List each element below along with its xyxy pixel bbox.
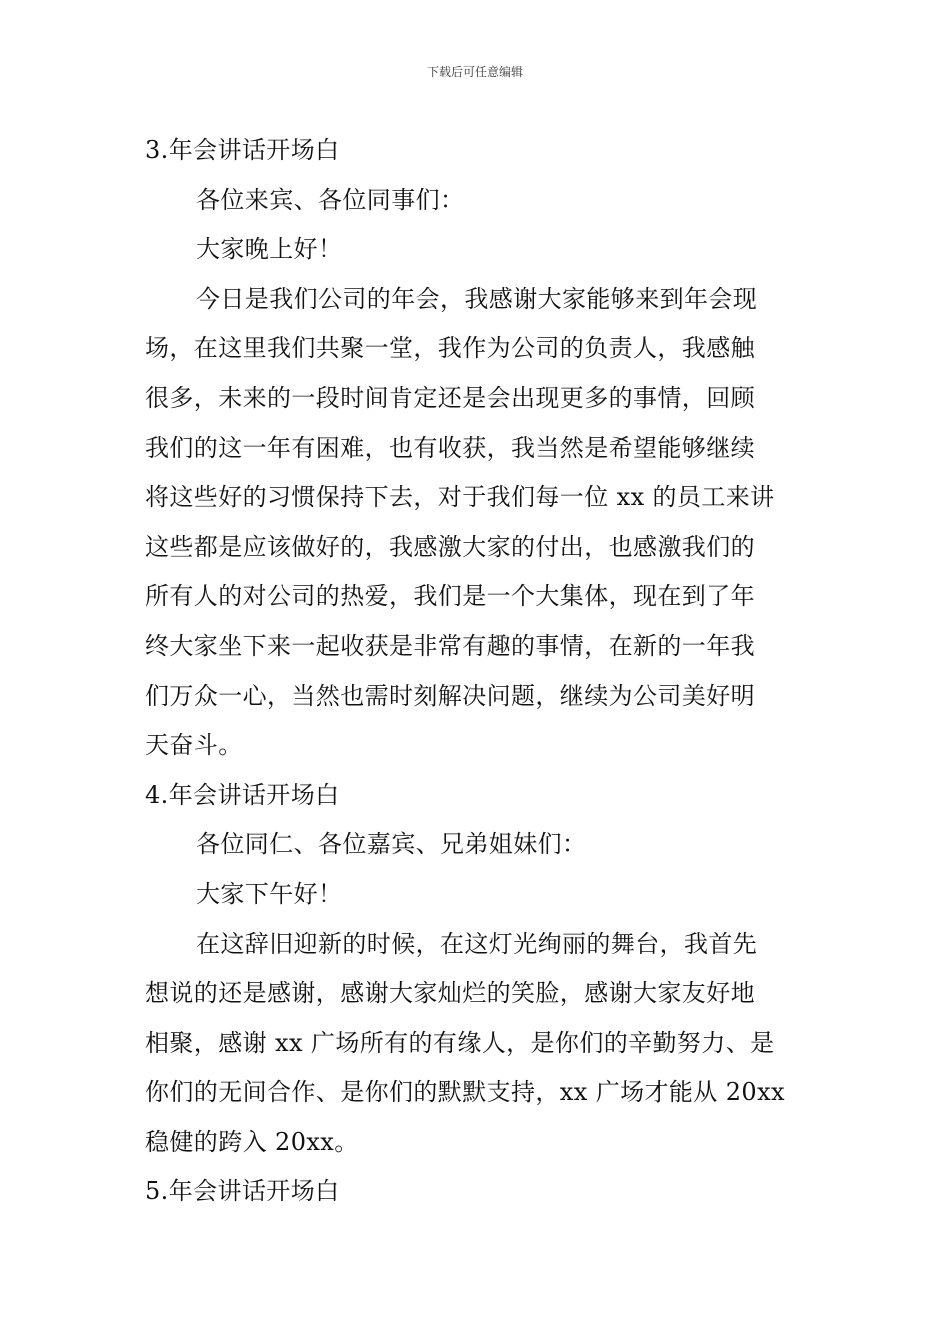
paragraph-line: 终大家坐下来一起收获是非常有趣的事情，在新的一年我 bbox=[145, 631, 755, 660]
section-heading-3: 3.年会讲话开场白 bbox=[145, 136, 340, 164]
paragraph-line: 稳健的跨入 20xx。 bbox=[145, 1127, 359, 1156]
paragraph-line: 将这些好的习惯保持下去，对于我们每一位 xx 的员工来讲 bbox=[145, 483, 775, 512]
salutation-line: 各位同仁、各位嘉宾、兄弟姐妹们： bbox=[196, 830, 587, 859]
paragraph-line: 相聚，感谢 xx 广场所有的有缘人，是你们的辛勤努力、是 bbox=[145, 1028, 775, 1057]
greeting-line: 大家晚上好！ bbox=[196, 235, 343, 264]
paragraph-line: 所有人的对公司的热爱，我们是一个大集体，现在到了年 bbox=[145, 582, 755, 611]
page-header-note: 下载后可任意编辑 bbox=[426, 65, 523, 79]
paragraph-line: 场，在这里我们共聚一堂，我作为公司的负责人，我感触 bbox=[145, 334, 755, 363]
paragraph-line: 这些都是应该做好的，我感激大家的付出，也感激我们的 bbox=[145, 532, 755, 561]
paragraph-line: 我们的这一年有困难，也有收获，我当然是希望能够继续 bbox=[145, 433, 755, 462]
paragraph-line: 很多，未来的一段时间肯定还是会出现更多的事情，回顾 bbox=[145, 383, 755, 412]
paragraph-line: 天奋斗。 bbox=[145, 731, 243, 760]
paragraph-line: 你们的无间合作、是你们的默默支持，xx 广场才能从 20xx bbox=[145, 1078, 785, 1107]
paragraph-line: 今日是我们公司的年会，我感谢大家能够来到年会现 bbox=[196, 284, 758, 313]
salutation-line: 各位来宾、各位同事们： bbox=[196, 185, 465, 214]
paragraph-line: 们万众一心，当然也需时刻解决问题，继续为公司美好明 bbox=[145, 681, 755, 710]
section-heading-4: 4.年会讲话开场白 bbox=[145, 780, 340, 809]
paragraph-line: 在这辞旧迎新的时候，在这灯光绚丽的舞台，我首先 bbox=[196, 929, 758, 958]
document-body bbox=[145, 126, 813, 1217]
paragraph-line: 想说的还是感谢，感谢大家灿烂的笑脸，感谢大家友好地 bbox=[145, 979, 755, 1008]
greeting-line: 大家下午好！ bbox=[196, 879, 343, 908]
section-heading-5: 5.年会讲话开场白 bbox=[145, 1177, 340, 1206]
